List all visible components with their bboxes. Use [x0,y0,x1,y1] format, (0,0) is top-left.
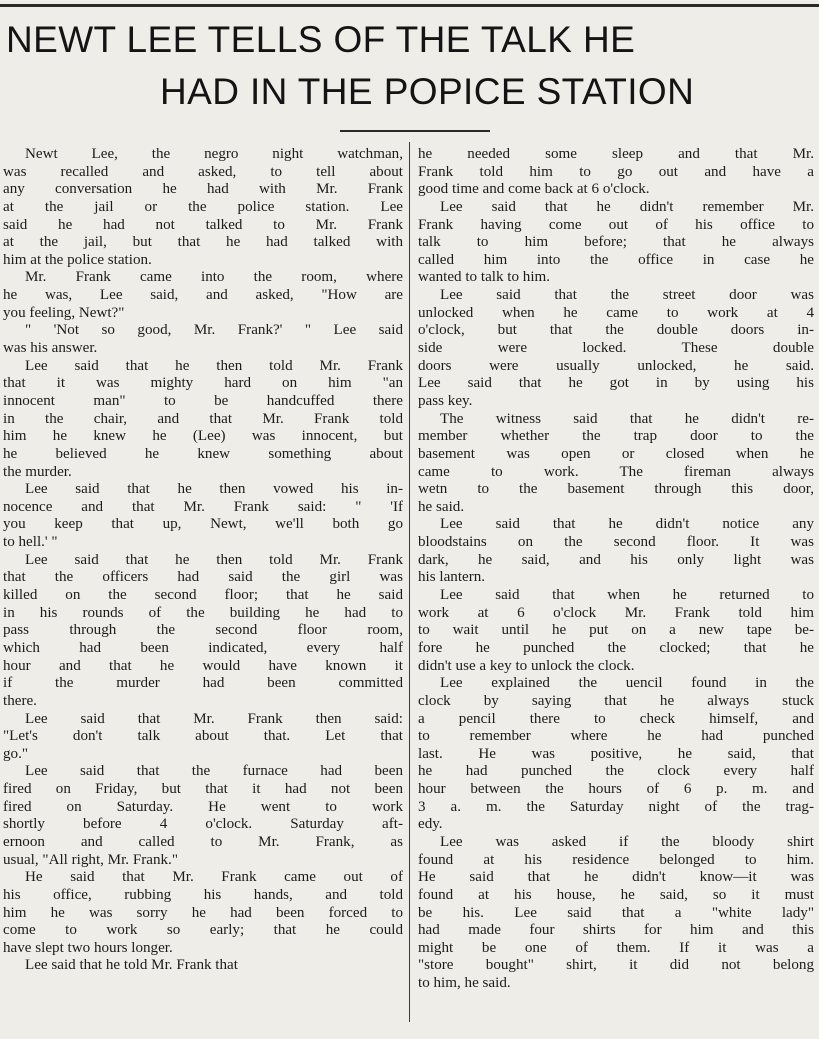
article-column-right [418,146,814,993]
text-line: wetn to the basement through this door, [418,481,814,498]
text-line: Lee said that the street door was [440,287,814,304]
text-line: Lee said that he then told Mr. Frank [25,357,403,374]
text-line: to him, he said. [418,975,511,992]
text-line: was recalled and asked, to tell about [3,163,403,180]
text-line: He said that Mr. Frank came out of [25,869,403,886]
text-line: he was, Lee said, and asked, "How are [3,287,403,304]
article-paragraph [3,552,403,711]
text-line: his lantern. [418,569,486,586]
text-line: Lee said that he then vowed his in- [25,481,403,498]
text-line: might be one of them. If it was a [418,939,814,956]
text-line: you feeling, Newt?" [3,304,125,321]
text-line: Lee said that he didn't notice any [440,516,814,533]
text-line: 3 a. m. the Saturday night of the trag- [418,798,814,815]
article-paragraph [418,287,814,410]
article-paragraph [418,587,814,675]
text-line: the murder. [3,463,72,480]
text-line: if the murder had been committed [3,675,403,692]
article-paragraph [3,146,403,269]
headline-divider [340,130,490,132]
text-line: The witness said that he didn't re- [440,410,814,427]
text-line: his office, rubbing his hands, and told [3,886,403,903]
text-line: any conversation he had with Mr. Frank [3,181,403,198]
text-line: doors were usually unlocked, he said. [418,357,814,374]
text-line: didn't use a key to unlock the clock. [418,657,635,674]
text-line: he had punched the clock every half [418,763,814,780]
text-line: basement was open or closed when he [418,445,814,462]
text-line: killed on the second floor; that he said [3,587,403,604]
text-line: go." [3,745,29,762]
text-line: Lee said that he didn't remember Mr. [440,198,814,215]
text-line: innocent man" to be handcuffed there [3,392,403,409]
text-line: wanted to talk to him. [418,269,551,286]
text-line: Frank told him to go out and have a [418,163,814,180]
article-paragraph [418,675,814,834]
text-line: usual, "All right, Mr. Frank." [3,851,178,868]
text-line: o'clock, but that the double doors in- [418,322,814,339]
text-line: which had been indicated, every half [3,639,403,656]
text-line: was his answer. [3,340,98,357]
text-line: hour and that he would have known it [3,657,403,674]
text-line: ernoon and called to Mr. Frank, as [3,833,403,850]
text-line: fore he punched the clocked; that he [418,639,814,656]
text-line: have slept two hours longer. [3,939,173,956]
text-line: shortly before 4 o'clock. Saturday aft- [3,816,403,833]
article-paragraph [3,711,403,764]
text-line: that the officers had said the girl was [3,569,403,586]
text-line: to hell.' " [3,534,58,551]
text-line: talk to him before; that he always [418,234,814,251]
text-line: found at his house, he said, so it must [418,886,814,903]
text-line: fired on Saturday. He went to work [3,798,403,815]
text-line: dark, he said, and his only light was [418,551,814,568]
text-line: bloodstains on the second floor. It was [418,534,814,551]
article-paragraph [418,199,814,287]
article-column-left [3,146,403,975]
text-line: clock by saying that he always stuck [418,692,814,709]
text-line: in his rounds of the building he had to [3,604,403,621]
text-line: had made four shirts for him and this [418,922,814,939]
article-paragraph [3,269,403,322]
article-paragraph [418,516,814,587]
text-line: be his. Lee said that a "white lady" [418,904,814,921]
text-line: Lee said that Mr. Frank then said: [25,710,403,727]
text-line: Lee said that he then told Mr. Frank [25,551,403,568]
text-line: in the chair, and that Mr. Frank told [3,410,403,427]
text-line: that it was mighty hard on him "an [3,375,403,392]
text-line: Lee explained the uencil found in the [440,675,814,692]
text-line: Lee said that he told Mr. Frank that [25,957,238,974]
text-line: come to work so early; that he could [3,922,403,939]
text-line: work at 6 o'clock Mr. Frank told him [418,604,814,621]
text-line: said he had not talked to Mr. Frank [3,216,403,233]
text-line: " 'Not so good, Mr. Frank?' " Lee said [25,322,403,339]
article-paragraph [3,322,403,357]
text-line: at the jail or the police station. Lee [3,198,403,215]
text-line: pass through the second floor room, [3,622,403,639]
text-line: Lee was asked if the bloody shirt [440,833,814,850]
text-line: you keep that up, Newt, we'll both go [3,516,403,533]
text-line: him he knew he (Lee) was innocent, but [3,428,403,445]
text-line: him he was sorry he had been forced to [3,904,403,921]
article-paragraph [418,411,814,517]
column-divider [409,142,410,1022]
headline-line-2: HAD IN THE POPICE STATION [160,71,695,112]
text-line: there. [3,692,37,709]
article-paragraph [418,834,814,993]
text-line: a pencil there to check himself, and [418,710,814,727]
text-line: hour between the hours of 6 p. m. and [418,781,814,798]
text-line: called him into the office in case he [418,251,814,268]
text-line: at the jail, but that he had talked with [3,234,403,251]
text-line: nocence and that Mr. Frank said: " 'If [3,498,403,515]
article-paragraph [3,763,403,869]
text-line: came to work. The fireman always [418,463,814,480]
text-line: Mr. Frank came into the room, where [25,269,403,286]
text-line: him at the police station. [3,251,152,268]
text-line: He said that he didn't know—it was [418,869,814,886]
article-paragraph [3,358,403,481]
article-paragraph [3,957,403,975]
top-border-rule [0,4,819,7]
text-line: to remember where he had punched [418,728,814,745]
text-line: he said. [418,498,465,515]
text-line: good time and come back at 6 o'clock. [418,181,650,198]
text-line: pass key. [418,392,473,409]
text-line: unlocked when he came to work at 4 [418,304,814,321]
text-line: found at his residence belonged to him. [418,851,814,868]
text-line: Lee said that the furnace had been [25,763,403,780]
article-paragraph [3,869,403,957]
article-paragraph [3,481,403,552]
text-line: "store bought" shirt, it did not belong [418,957,814,974]
text-line: Lee said that when he returned to [440,587,814,604]
text-line: last. He was positive, he said, that [418,745,814,762]
text-line: to wait until he put on a new tape be- [418,622,814,639]
text-line: he believed he knew something about [3,445,403,462]
text-line: Newt Lee, the negro night watchman, [25,146,403,162]
text-line: fired on Friday, but that it had not been [3,781,403,798]
text-line: side were locked. These double [418,340,814,357]
article-paragraph [418,146,814,199]
text-line: Lee said that he got in by using his [418,375,814,392]
text-line: member whether the trap door to the [418,428,814,445]
text-line: he needed some sleep and that Mr. [418,146,814,162]
text-line: "Let's don't talk about that. Let that [3,728,403,745]
headline-line-1: NEWT LEE TELLS OF THE TALK HE [6,19,636,60]
text-line: edy. [418,816,443,833]
text-line: Frank having come out of his office to [418,216,814,233]
